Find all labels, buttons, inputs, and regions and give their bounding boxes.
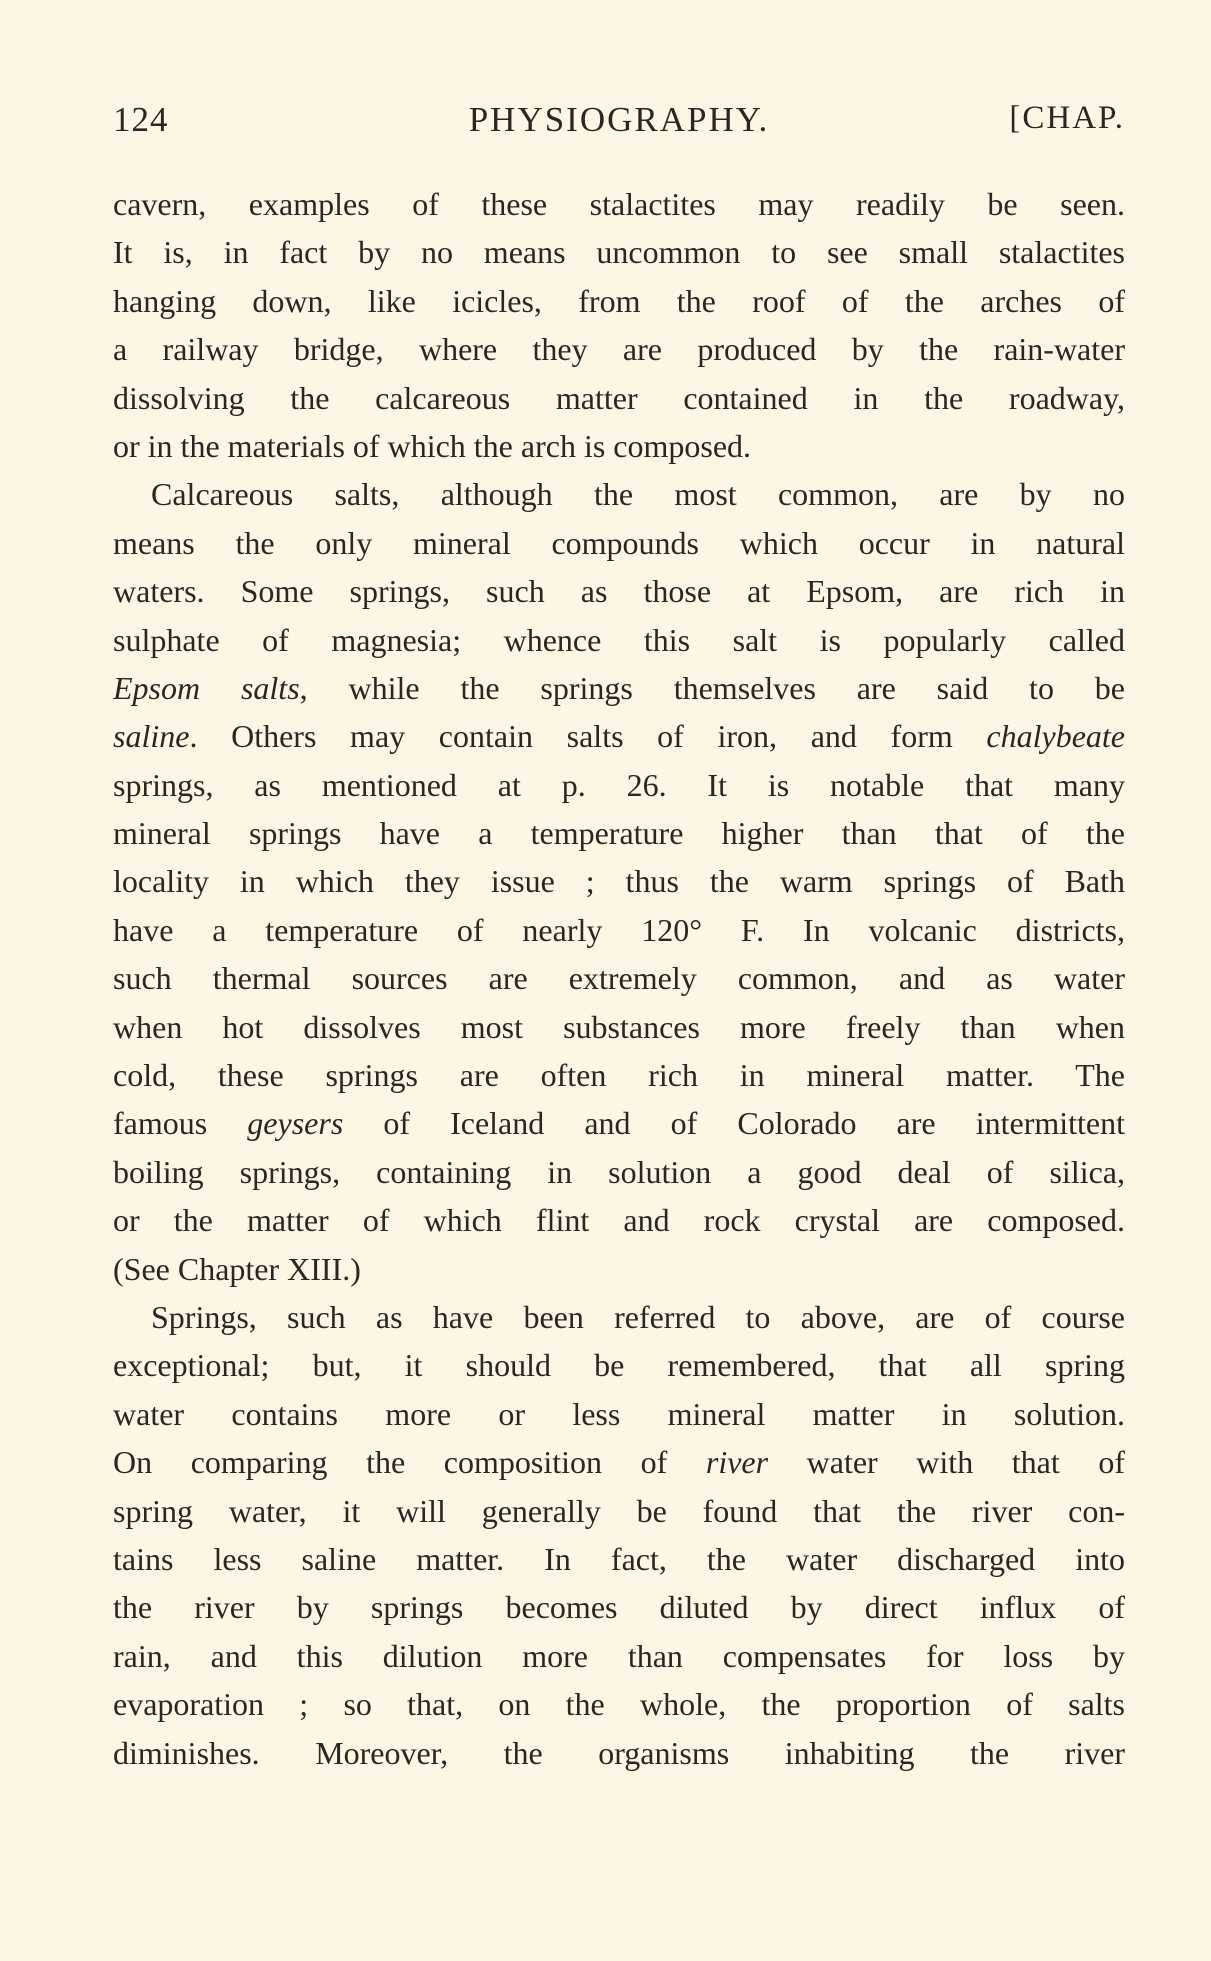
text-line (113, 1341, 1125, 1389)
text-segment: On comparing the composition of (113, 1444, 706, 1481)
text-line (113, 1148, 1125, 1196)
body-text (113, 180, 1125, 1777)
text-line (113, 1099, 1125, 1147)
text-line (113, 1196, 1125, 1244)
italic-term: saline (113, 718, 190, 755)
text-line (113, 277, 1125, 325)
text-segment: water contains more or less mineral matter in solution. (113, 1395, 1125, 1432)
text-segment: a railway bridge, where they are produced by the rain-water (113, 331, 1125, 368)
text-line (113, 809, 1125, 857)
text-line (113, 1003, 1125, 1051)
text-segment: famous (113, 1105, 248, 1142)
text-line (113, 470, 1125, 518)
text-segment: hanging down, like icicles, from the roof of the arches of (113, 282, 1125, 319)
text-line (113, 906, 1125, 954)
text-segment: cavern, examples of these stalactites may readily be seen. (113, 186, 1125, 222)
text-segment: Springs, such as have been referred to above, are of course (151, 1298, 1125, 1335)
text-line (113, 519, 1125, 567)
text-line (113, 1583, 1125, 1631)
chapter-label: [CHAP. (1009, 100, 1125, 136)
text-segment: boiling springs, containing in solution a good deal of silica, (113, 1153, 1125, 1190)
text-line (113, 1535, 1125, 1583)
text-segment: rain, and this dilution more than compensates for loss by (113, 1637, 1125, 1674)
text-line (113, 616, 1125, 664)
text-segment: evaporation ; so that, on the whole, the proportion of salts (113, 1686, 1125, 1723)
text-line (113, 954, 1125, 1002)
italic-term: river (705, 1444, 769, 1481)
text-line (113, 325, 1125, 373)
text-segment: of Iceland and of Colorado are intermittent (343, 1105, 1125, 1142)
text-line (113, 761, 1125, 809)
text-segment: exceptional; but, it should be remembered, that all spring (113, 1347, 1125, 1384)
text-line (113, 1051, 1125, 1099)
italic-term: chalybeate (986, 718, 1125, 755)
text-segment: when hot dissolves most substances more freely than when (113, 1008, 1125, 1045)
text-segment: diminishes. Moreover, the organisms inhabiting the river (113, 1734, 1125, 1771)
text-segment: or the matter of which flint and rock crystal are composed. (113, 1202, 1125, 1239)
italic-term: Epsom salts (113, 669, 300, 706)
text-segment: the river by springs becomes diluted by direct influx of (113, 1589, 1125, 1626)
page-number: 124 (113, 100, 169, 139)
text-line (113, 567, 1125, 615)
text-segment: It is, in fact by no means uncommon to see small stalactites (113, 234, 1125, 271)
text-line (113, 1680, 1125, 1728)
text-line (113, 180, 1125, 228)
text-line (113, 664, 1125, 712)
text-segment: locality in which they issue ; thus the warm springs of Bath (113, 863, 1125, 900)
text-line (113, 1632, 1125, 1680)
text-line (113, 857, 1125, 905)
text-segment: waters. Some springs, such as those at Epsom, are rich in (113, 573, 1125, 610)
text-segment: . Others may contain salts of iron, and form (189, 718, 987, 755)
running-title: PHYSIOGRAPHY. (468, 100, 770, 139)
text-segment: such thermal sources are extremely common, and as water (113, 960, 1125, 997)
text-line (113, 1487, 1125, 1535)
text-segment: Calcareous salts, although the most common, are by no (151, 476, 1125, 513)
text-segment: have a temperature of nearly 120° F. In volcanic districts, (113, 911, 1125, 948)
text-segment: or in the materials of which the arch is composed. (113, 427, 752, 464)
text-line (113, 228, 1125, 276)
text-line (113, 1438, 1125, 1486)
text-segment: , while the springs themselves are said to be (299, 669, 1125, 706)
text-segment: means the only mineral compounds which occur in natural (113, 524, 1125, 561)
running-head (113, 100, 1125, 150)
text-segment: cold, these springs are often rich in mineral matter. The (113, 1057, 1125, 1094)
italic-term: geysers (247, 1105, 344, 1142)
text-line (113, 712, 1125, 760)
text-line (113, 1729, 1125, 1777)
text-segment: sulphate of magnesia; whence this salt is popularly called (113, 621, 1125, 658)
text-segment: spring water, it will generally be found that the river con- (113, 1492, 1125, 1529)
text-line (113, 422, 1125, 470)
text-segment: (See Chapter XIII.) (113, 1250, 361, 1287)
text-segment: springs, as mentioned at p. 26. It is notable that many (113, 766, 1125, 803)
text-segment: tains less saline matter. In fact, the water discharged into (113, 1540, 1125, 1577)
text-segment: mineral springs have a temperature higher than that of the (113, 815, 1125, 852)
text-line (113, 374, 1125, 422)
text-line (113, 1293, 1125, 1341)
text-segment: water with that of (768, 1444, 1125, 1481)
text-line (113, 1390, 1125, 1438)
text-segment: dissolving the calcareous matter contained in the roadway, (113, 379, 1125, 416)
text-line (113, 1245, 1125, 1293)
